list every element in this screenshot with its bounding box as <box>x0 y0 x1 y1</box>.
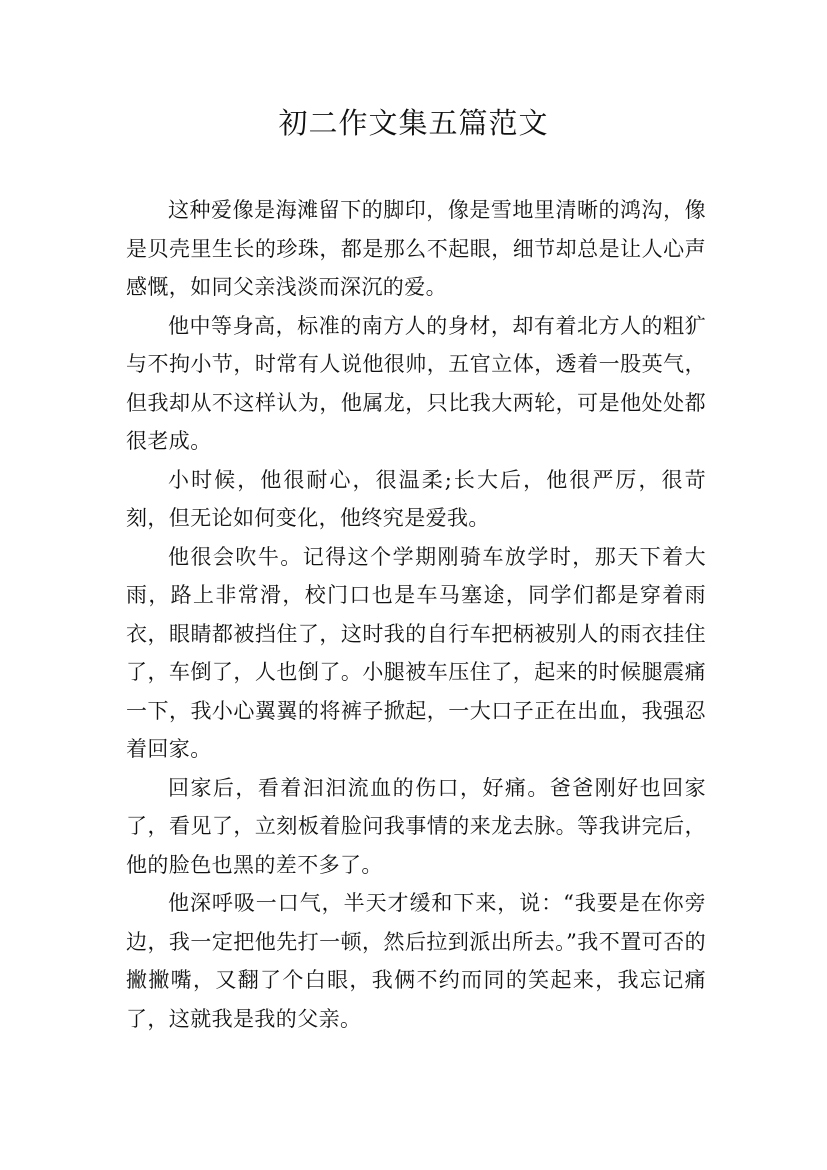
document-title: 初二作文集五篇范文 <box>278 106 549 140</box>
document-body <box>126 191 706 1038</box>
paragraph: 小时候，他很耐心，很温柔;长大后，他很严厉，很苛刻，但无论如何变化，他终究是爱我。 <box>126 467 706 530</box>
paragraph: 他中等身高，标准的南方人的身材，却有着北方人的粗犷与不拘小节，时常有人说他很帅，五官立体，透着一股英气，但我却从不这样认为，他属龙，只比我大两轮，可是他处处都很老成。 <box>126 313 706 453</box>
paragraph: 这种爱像是海滩留下的脚印，像是雪地里清晰的鸿沟，像是贝壳里生长的珍珠，都是那么不起眼，细节却总是让人心声感慨，如同父亲浅淡而深沉的爱。 <box>126 198 706 299</box>
paragraph: 回家后，看着汩汩流血的伤口，好痛。爸爸刚好也回家了，看见了，立刻板着脸问我事情的来龙去脉。等我讲完后，他的脸色也黑的差不多了。 <box>126 775 706 877</box>
paragraph: 他很会吹牛。记得这个学期刚骑车放学时，那天下着大雨，路上非常滑，校门口也是车马塞途，同学们都是穿着雨衣，眼睛都被挡住了，这时我的自行车把柄被别人的雨衣挂住了，车倒了，人也倒了。小腿被车压住了，起来的时候腿震痛一下，我小心翼翼的将裤子掀起，一大口子正在出血，我强忍着回家。 <box>126 544 706 761</box>
paragraph: 他深呼吸一口气，半天才缓和下来，说：“我要是在你旁边，我一定把他先打一顿，然后拉到派出所去。”我不置可否的撇撇嘴，又翻了个白眼，我俩不约而同的笑起来，我忘记痛了，这就我是我的父亲。 <box>126 891 706 1031</box>
